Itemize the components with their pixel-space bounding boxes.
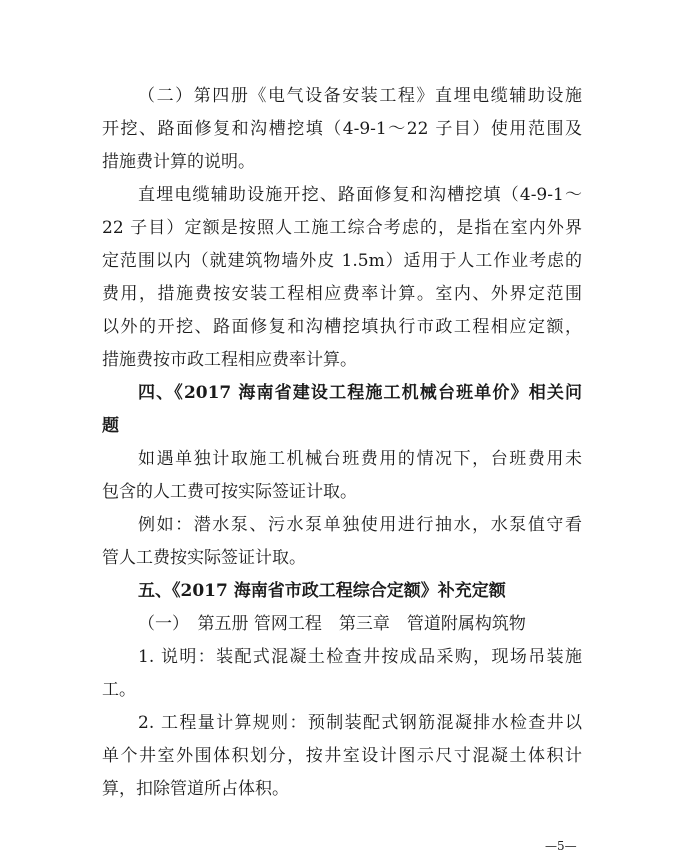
section-heading: 题 <box>102 416 119 436</box>
paragraph-line: 以外的开挖、路面修复和沟槽挖填执行市政工程相应定额， <box>102 317 582 337</box>
paragraph-line: 例如：潜水泵、污水泵单独使用进行抽水，水泵值守看 <box>138 515 582 535</box>
section-heading: 五、《2017 海南省市政工程综合定额》补充定额 <box>138 581 506 601</box>
paragraph-line: 直埋电缆辅助设施开挖、路面修复和沟槽挖填（4-9-1～ <box>138 185 582 205</box>
page-number: —5— <box>545 839 577 853</box>
subsection-heading: （一） 第五册 管网工程 第三章 管道附属构筑物 <box>138 614 526 634</box>
paragraph-line: 管人工费按实际签证计取。 <box>102 548 306 568</box>
paragraph-line: 1. 说明：装配式混凝土检查井按成品采购，现场吊装施 <box>138 647 582 667</box>
paragraph-line: 工。 <box>102 680 136 700</box>
paragraph-line: 定范围以内（就建筑物墙外皮 1.5m）适用于人工作业考虑的 <box>102 251 582 271</box>
paragraph-line: 算，扣除管道所占体积。 <box>102 779 289 799</box>
paragraph-line: 单个井室外围体积划分，按井室设计图示尺寸混凝土体积计 <box>102 746 582 766</box>
paragraph-line: （二）第四册《电气设备安装工程》直埋电缆辅助设施 <box>138 86 582 106</box>
paragraph-line: 2. 工程量计算规则：预制装配式钢筋混凝排水检查井以 <box>138 713 582 733</box>
paragraph-line: 如遇单独计取施工机械台班费用的情况下，台班费用未 <box>138 449 582 469</box>
paragraph-line: 开挖、路面修复和沟槽挖填（4-9-1～22 子目）使用范围及 <box>102 119 582 139</box>
paragraph-line: 措施费计算的说明。 <box>102 152 255 172</box>
paragraph-line: 包含的人工费可按实际签证计取。 <box>102 482 357 502</box>
section-heading: 四、《2017 海南省建设工程施工机械台班单价》相关问 <box>138 383 582 403</box>
paragraph-line: 22 子目）定额是按照人工施工综合考虑的，是指在室内外界 <box>102 218 582 238</box>
paragraph-line: 费用，措施费按安装工程相应费率计算。室内、外界定范围 <box>102 284 582 304</box>
paragraph-line: 措施费按市政工程相应费率计算。 <box>102 350 357 370</box>
